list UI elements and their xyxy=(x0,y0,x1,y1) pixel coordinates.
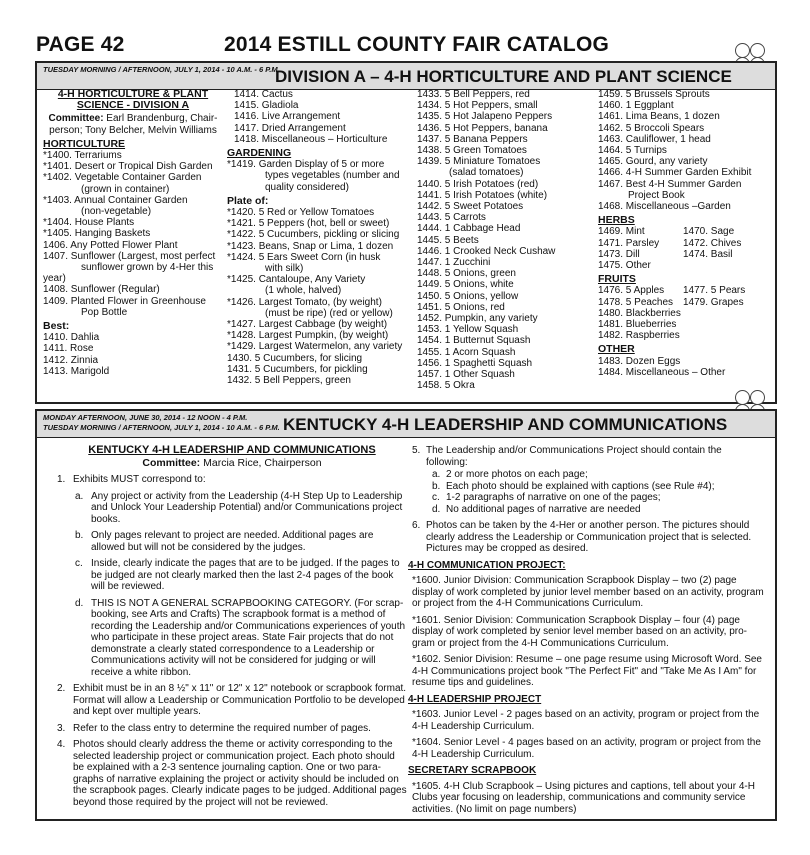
list-item: 1447. 1 Zucchini xyxy=(417,257,491,269)
other-heading: OTHER xyxy=(598,343,635,356)
rule-6: 6. Photos can be taken by the 4-Her or another person. The pictures should clearly address the Leadership or Communication project that is selected. Pictures may be cropped as desired. xyxy=(412,520,752,554)
list-item: *1421. 5 Peppers (hot, bell or sweet) xyxy=(227,218,390,230)
fruit-row: 1478. 5 Peaches 1479. Grapes xyxy=(598,296,744,308)
list-item: (grown in container) xyxy=(81,183,170,195)
list-item: *1425. Cantaloupe, Any Variety xyxy=(227,274,366,286)
list-item: *1401. Desert or Tropical Dish Garden xyxy=(43,161,213,173)
horticulture-heading-line1: 4-H HORTICULTURE & PLANT xyxy=(57,88,209,100)
list-item: 1463. Cauliflower, 1 head xyxy=(598,133,711,145)
list-item: 1451. 5 Onions, red xyxy=(417,301,505,313)
rule-1c: c. Inside, clearly indicate the pages that are to be judged. If the pages to be judged are not clearly marked then the last 2-4 pages of the book will be reviewed. xyxy=(75,558,400,592)
list-item: *1405. Hanging Baskets xyxy=(43,228,151,240)
list-item: with silk) xyxy=(265,263,304,275)
herb-row: 1471. Parsley 1472. Chives xyxy=(598,237,742,249)
list-item: 1459. 5 Brussels Sprouts xyxy=(598,89,710,100)
class-1604: *1604. Senior Level - 4 pages based on an activity, program or project from the 4-H Leadership Curriculum. xyxy=(412,737,761,760)
committee-line: Committee: Earl Brandenburg, Chair- xyxy=(48,113,218,125)
list-item: *1400. Terrariums xyxy=(43,150,122,162)
list-item: Project Book xyxy=(628,189,685,201)
fruits-heading: FRUITS xyxy=(598,273,636,286)
rule-1: 1. Exhibits MUST correspond to: xyxy=(57,474,206,485)
list-item: 1458. 5 Okra xyxy=(417,380,475,392)
list-item: 1462. 5 Broccoli Spears xyxy=(598,122,705,134)
rule-5: 5. The Leadership and/or Communications Project should contain the following: xyxy=(412,445,722,468)
list-item: *1404. House Plants xyxy=(43,217,135,229)
list-item: 1438. 5 Green Tomatoes xyxy=(417,145,527,157)
list-item: 1483. Dozen Eggs xyxy=(598,355,681,367)
list-item: 1442. 5 Sweet Potatoes xyxy=(417,201,524,213)
list-item: *1426. Largest Tomato, (by weight) xyxy=(227,296,382,308)
list-item: 1408. Sunflower (Regular) xyxy=(43,284,160,296)
list-item: 1409. Planted Flower in Greenhouse xyxy=(43,295,206,307)
division-a-banner xyxy=(37,63,775,90)
list-item: year) xyxy=(43,273,66,285)
class-1605: *1605. 4-H Club Scrapbook – Using pictures and captions, tell about your 4-H Clubs year focusing on leadership, communications and community service activities. (No limit on page numbers) xyxy=(412,780,755,815)
list-item: 1457. 1 Other Squash xyxy=(417,369,515,381)
list-item: 1440. 5 Irish Potatoes (red) xyxy=(417,178,539,190)
division-a-col2 xyxy=(227,89,412,386)
list-item: quality considered) xyxy=(265,181,349,193)
list-item: 1448. 5 Onions, green xyxy=(417,268,516,280)
list-item: Pop Bottle xyxy=(81,306,128,318)
list-item: 1464. 5 Turnips xyxy=(598,145,667,157)
list-item: 1450. 5 Onions, yellow xyxy=(417,290,519,302)
list-item: 1467. Best 4-H Summer Garden xyxy=(598,178,742,190)
list-item: 1431. 5 Cucumbers, for pickling xyxy=(227,363,368,375)
list-item: 1439. 5 Miniature Tomatoes xyxy=(417,156,541,168)
list-item: 1418. Miscellaneous – Horticulture xyxy=(234,133,388,145)
list-item: 1433. 5 Bell Peppers, red xyxy=(417,89,530,100)
list-item: 1454. 1 Butternut Squash xyxy=(417,335,531,347)
list-item: (must be ripe) (red or yellow) xyxy=(265,307,393,319)
rule-5a: a. 2 or more photos on each page; xyxy=(432,469,588,480)
leadership-project-heading: 4-H LEADERSHIP PROJECT xyxy=(408,693,542,705)
division-a-col3 xyxy=(417,89,592,391)
rule-3: 3. Refer to the class entry to determine the required number of pages. xyxy=(57,722,371,734)
list-item: *1419. Garden Display of 5 or more xyxy=(227,159,385,171)
fruit-row: 1476. 5 Apples 1477. 5 Pears xyxy=(598,285,746,297)
gardening-heading: GARDENING xyxy=(227,147,292,160)
list-item: types vegetables (number and xyxy=(265,170,400,182)
class-1603: *1603. Junior Level - 2 pages based on an activity, program or project from the 4-H Leadership Curriculum. xyxy=(412,709,760,732)
list-item: 1456. 1 Spaghetti Squash xyxy=(417,357,533,369)
list-item: *1424. 5 Ears Sweet Corn (in husk xyxy=(227,251,381,263)
list-item: *1427. Largest Cabbage (by weight) xyxy=(227,319,388,331)
fruit-row: 1482. Raspberries xyxy=(598,330,680,342)
list-item: (non-vegetable) xyxy=(81,206,152,218)
division-a-title: DIVISION A – 4-H HORTICULTURE AND PLANT SCIENCE xyxy=(275,67,732,86)
list-item: *1428. Largest Pumpkin, (by weight) xyxy=(227,330,389,342)
class-1602: *1602. Senior Division: Resume – one page resume using Microsoft Word. See 4-H Communications project book "The Perfect Fit" and "Take Me As I Am" for resume tips and guidelines. xyxy=(412,654,762,688)
list-item: 1432. 5 Bell Peppers, green xyxy=(227,375,351,387)
list-item: 1407. Sunflower (Largest, most perfect xyxy=(43,250,216,262)
herbs-heading: HERBS xyxy=(598,214,635,227)
list-item: 1417. Dried Arrangement xyxy=(234,122,346,134)
list-item: 1445. 5 Beets xyxy=(417,234,479,246)
list-item: 1434. 5 Hot Peppers, small xyxy=(417,100,538,112)
rule-1d: d. THIS IS NOT A GENERAL SCRAPBOOKING CATEGORY. (For scrap-booking, see Arts and Crafts) The scrapbook format is a method of recording the Leadership and/or Communications experiences of youth who participate in these project areas. State Fair projects that do not demonstrate a clearly stated correspondence to a Leadership or Communications activity will not be considered for judging or will receive a white ribbon. xyxy=(75,597,406,678)
list-item: (salad tomatoes) xyxy=(449,167,524,179)
leadership-title: KENTUCKY 4-H LEADERSHIP AND COMMUNICATIONS xyxy=(283,415,728,434)
list-item: 1449. 5 Onions, white xyxy=(417,279,514,291)
communication-heading: 4-H COMMUNICATION PROJECT: xyxy=(408,559,566,571)
list-item: 1435. 5 Hot Jalapeno Peppers xyxy=(417,111,553,123)
rule-1a: a. Any project or activity from the Leadership (4-H Step Up to Leadership and Unlock Your Leadership Potential) and/or Communications project books. xyxy=(75,490,403,525)
list-item: (1 whole, halved) xyxy=(265,285,342,297)
rule-5d: d. No additional pages of narrative are needed xyxy=(432,503,641,515)
list-item: *1402. Vegetable Container Garden xyxy=(43,172,202,184)
best-heading: Best: xyxy=(43,320,70,333)
list-item: 1446. 1 Crooked Neck Cushaw xyxy=(417,245,556,257)
list-item: 1484. Miscellaneous – Other xyxy=(598,366,726,378)
list-item: 1453. 1 Yellow Squash xyxy=(417,324,519,336)
secretary-heading: SECRETARY SCRAPBOOK xyxy=(408,765,537,776)
list-item: 1414. Cactus xyxy=(234,89,293,100)
leadership-section xyxy=(35,409,777,821)
list-item: sunflower grown by 4-Her this xyxy=(81,262,214,274)
class-1600: *1600. Junior Division: Communication Scrapbook Display – two (2) page display of work completed by junior level member based on an activity, program or project from the 4-H Communications Curriculum. xyxy=(412,575,764,609)
leadership-committee: Committee: Marcia Rice, Chairperson xyxy=(142,456,322,469)
list-item: 1413. Marigold xyxy=(43,365,110,377)
list-item: 1436. 5 Hot Peppers, banana xyxy=(417,122,548,134)
division-a-section xyxy=(35,61,777,404)
list-item: 1444. 1 Cabbage Head xyxy=(417,223,521,235)
list-item: 1465. Gourd, any variety xyxy=(598,156,708,168)
list-item: 1441. 5 Irish Potatoes (white) xyxy=(417,189,548,201)
page-header xyxy=(36,33,776,61)
plate-heading: Plate of: xyxy=(227,194,269,207)
horticulture-heading-line2: SCIENCE - DIVISION A xyxy=(76,99,190,112)
fruit-row: 1480. Blackberries xyxy=(598,307,681,319)
rule-5c: c. 1-2 paragraphs of narrative on one of the pages; xyxy=(432,492,661,503)
list-item: 1410. Dahlia xyxy=(43,332,100,344)
list-item: 1443. 5 Carrots xyxy=(417,212,486,224)
rule-5b: b. Each photo should be explained with captions (see Rule #4); xyxy=(432,480,715,492)
page-number: PAGE 42 xyxy=(36,33,125,56)
list-item: 1452. Pumpkin, any variety xyxy=(417,313,538,325)
list-item: 1455. 1 Acorn Squash xyxy=(417,346,516,358)
leadership-col-left xyxy=(57,445,407,813)
list-item: 1466. 4-H Summer Garden Exhibit xyxy=(598,167,752,179)
list-item: *1422. 5 Cucumbers, pickling or slicing xyxy=(227,229,400,241)
division-a-col1 xyxy=(43,89,223,377)
rule-1b: b. Only pages relevant to project are needed. Additional pages are allowed but will not be considered by the judges. xyxy=(75,530,374,553)
rule-2: 2. Exhibit must be in an 8 ½" x 11" or 12" x 12" notebook or scrapbook format. Format will allow a Leadership or Communication Portfolio to be developed and kept over multiple years. xyxy=(57,683,407,717)
list-item: 1412. Zinnia xyxy=(43,354,99,366)
herb-row: 1469. Mint 1470. Sage xyxy=(598,226,735,238)
leadership-date-1: MONDAY AFTERNOON, JUNE 30, 2014 - 12 NOON - 4 P.M. xyxy=(43,413,248,422)
leadership-col-right xyxy=(408,445,764,820)
list-item: *1423. Beans, Snap or Lima, 1 dozen xyxy=(227,240,394,252)
class-1601: *1601. Senior Division: Communication Scrapbook Display – four (4) page display of work completed by senior level member based on an activity, pro-gram or project from the 4-H Communications Curriculum. xyxy=(412,614,747,649)
list-item: 1468. Miscellaneous –Garden xyxy=(598,201,731,213)
fruit-row: 1481. Blueberries xyxy=(598,319,677,331)
list-item: 1406. Any Potted Flower Plant xyxy=(43,239,178,251)
list-item: 1430. 5 Cucumbers, for slicing xyxy=(227,352,363,364)
catalog-title: 2014 ESTILL COUNTY FAIR CATALOG xyxy=(224,33,610,56)
committee-label: Committee: xyxy=(48,113,104,125)
list-item: 1460. 1 Eggplant xyxy=(598,100,674,112)
herb-row: 1475. Other xyxy=(598,260,651,272)
division-a-col4 xyxy=(598,89,770,378)
list-item: *1403. Annual Container Garden xyxy=(43,194,188,206)
committee-line2: person; Tony Belcher, Melvin Williams xyxy=(49,124,217,136)
rule-4: 4. Photos should clearly address the theme or activity corresponding to the selected leadership project or communication project. Each photo should be explained with a 2-3 sentence journaling caption. One or two para-graphs of narrative explaining the project or activity should be included on the scrapbook pages. Clearly indicate pages to be judged. Additional pages beyond those required by the project will not be reviewed. xyxy=(57,739,407,808)
leadership-date-2: TUESDAY MORNING / AFTERNOON, JULY 1, 2014 - 10 A.M. - 6 P.M. xyxy=(43,423,280,432)
list-item: 1416. Live Arrangement xyxy=(234,111,341,123)
horticulture-subheading: HORTICULTURE xyxy=(43,137,126,150)
list-item: 1411. Rose xyxy=(43,343,94,355)
division-a-date: TUESDAY MORNING / AFTERNOON, JULY 1, 2014 - 10 A.M. - 6 P.M. xyxy=(43,65,280,74)
leadership-banner xyxy=(37,411,775,438)
list-item: 1461. Lima Beans, 1 dozen xyxy=(598,111,720,123)
list-item: 1415. Gladiola xyxy=(234,100,299,112)
list-item: *1420. 5 Red or Yellow Tomatoes xyxy=(227,207,375,219)
leadership-heading: KENTUCKY 4-H LEADERSHIP AND COMMUNICATIONS xyxy=(88,444,376,456)
herb-row: 1473. Dill 1474. Basil xyxy=(598,248,733,260)
list-item: 1437. 5 Banana Peppers xyxy=(417,133,528,145)
list-item: *1429. Largest Watermelon, any variety xyxy=(227,341,403,353)
